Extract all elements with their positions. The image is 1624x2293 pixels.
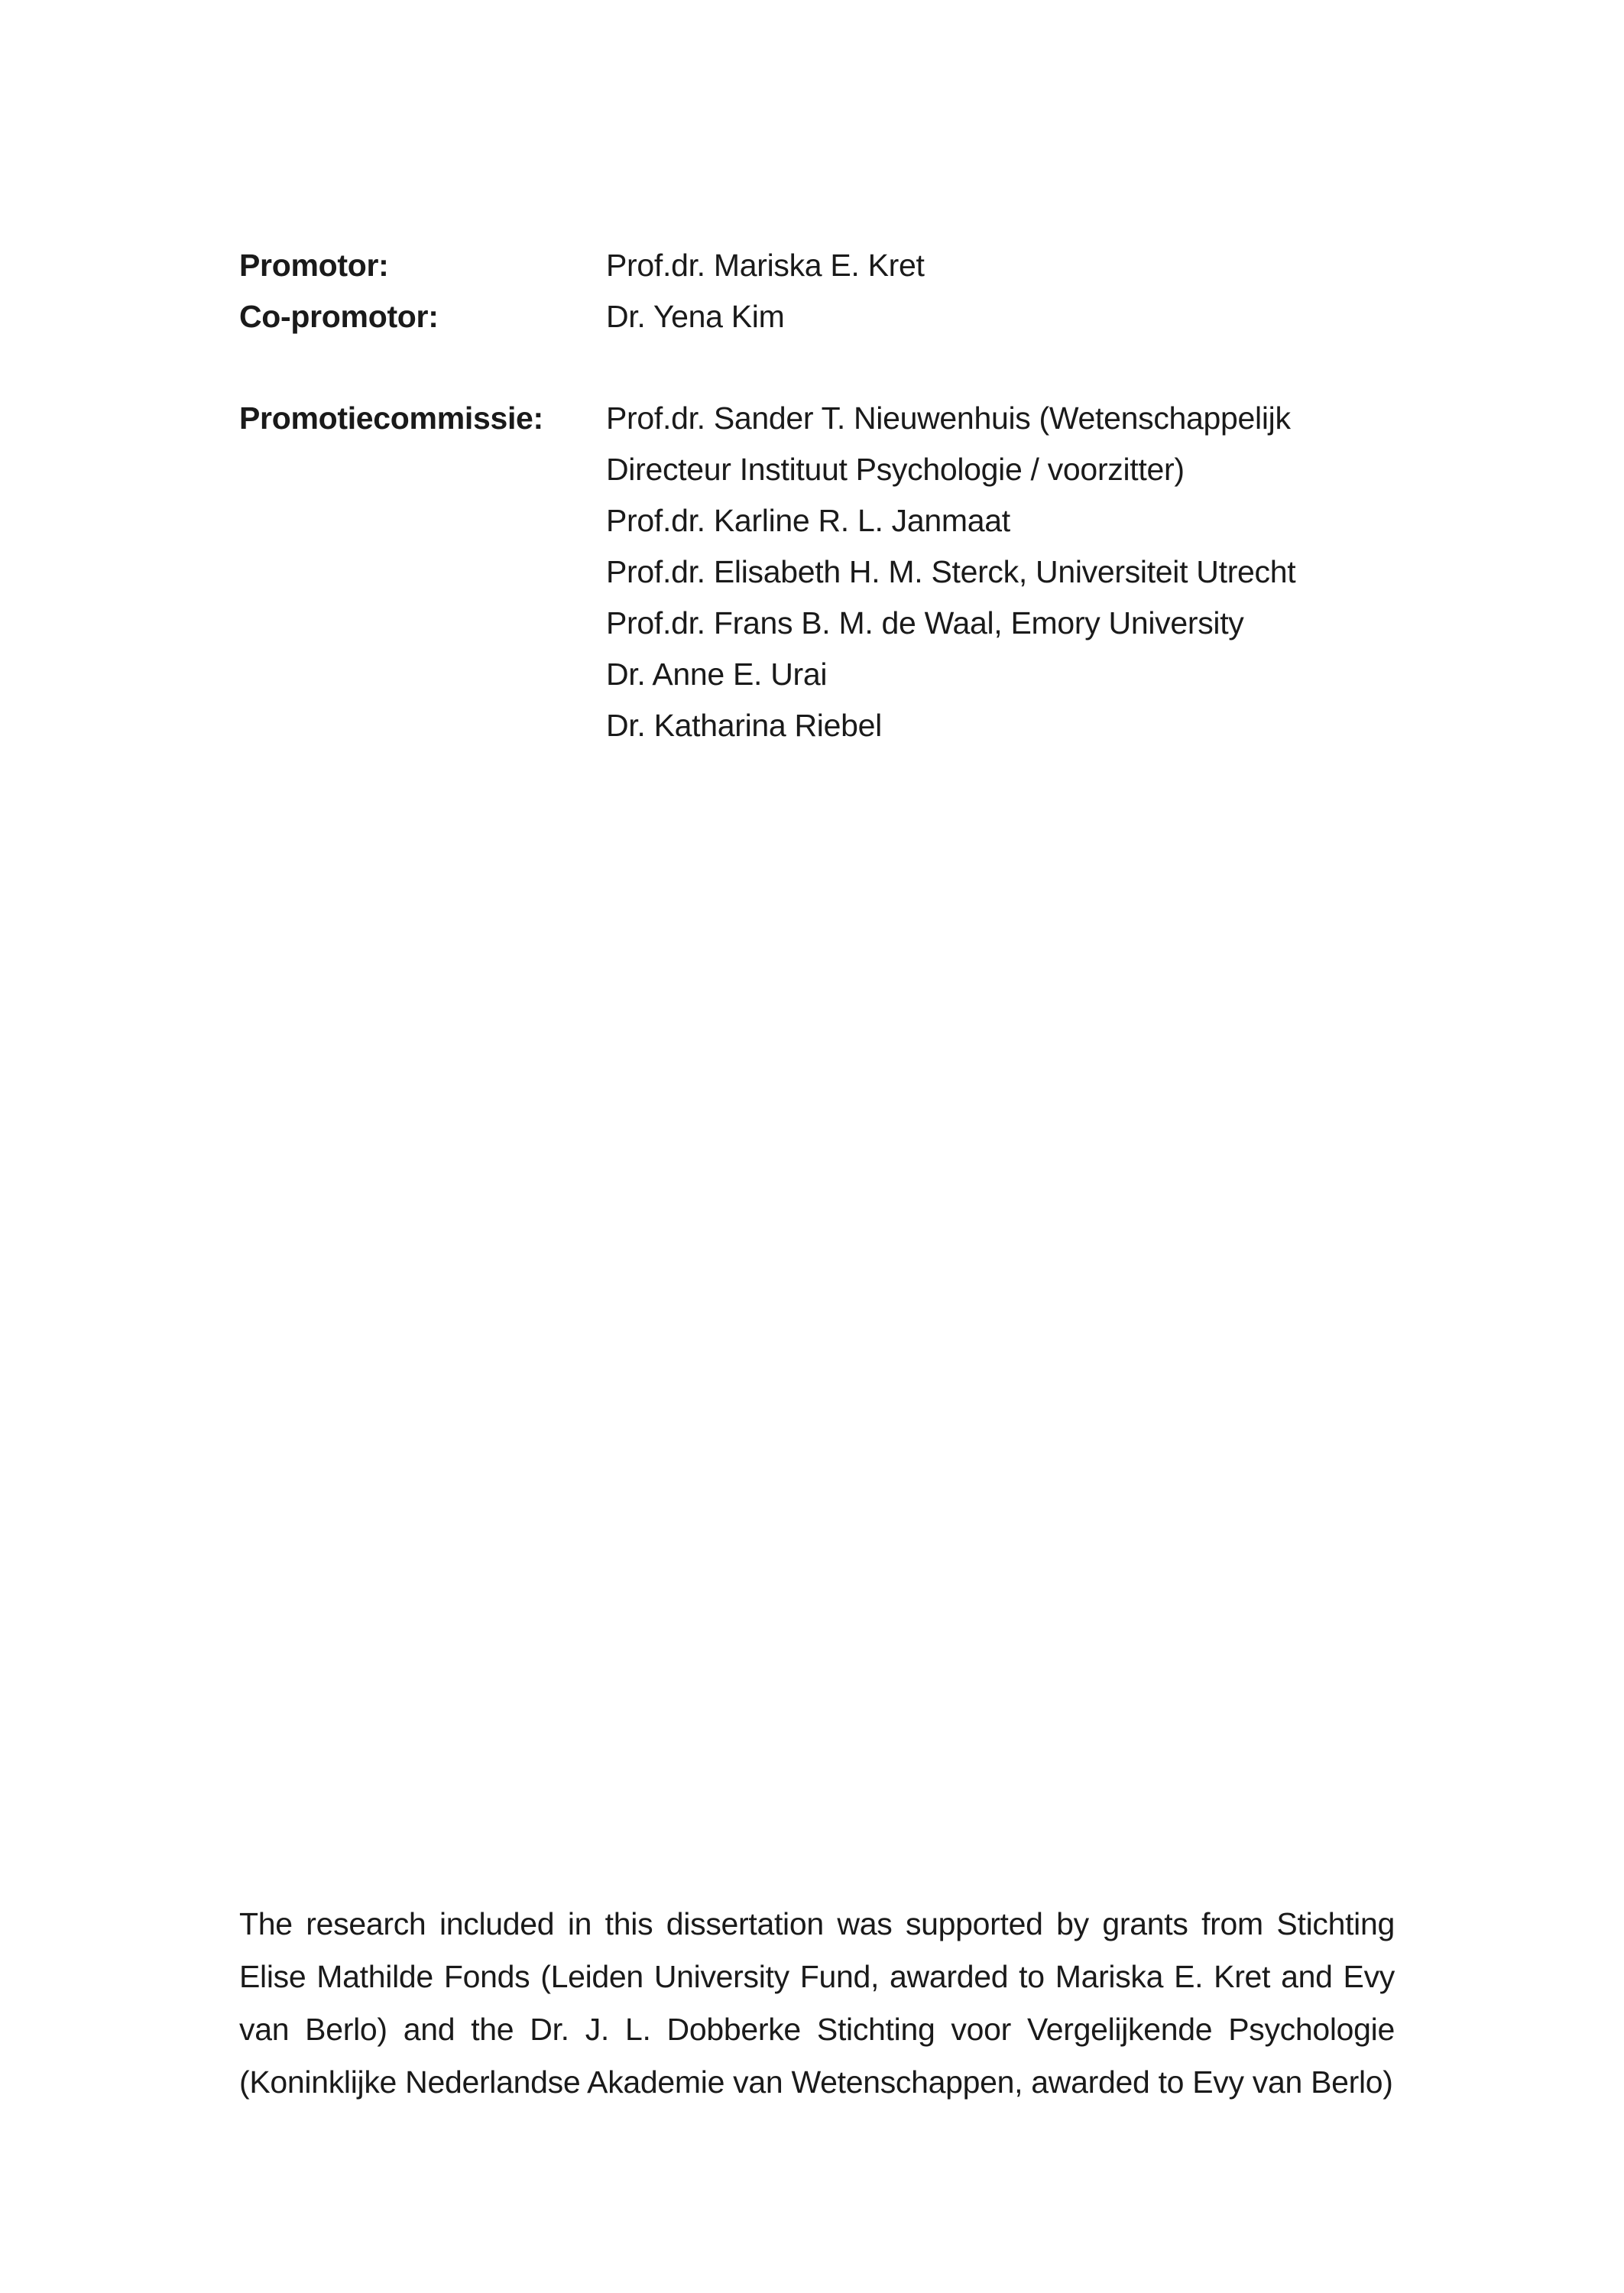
commissie-members-list — [606, 393, 1401, 751]
funding-statement: The research included in this dissertation was supported by grants from Stichting Elise Mathilde Fonds (Leiden University Fund, awarded to Mariska E. Kret and Evy van Berlo) and the Dr. J. L. Dobberke Stichting voor Vergelijkende Psychologie (Koninklijke Nederlandse Akademie van Wetenschappen, awarded to Evy van Berlo) — [239, 1906, 1395, 2100]
commissie-member: Prof.dr. Frans B. M. de Waal, Emory University — [606, 605, 1244, 641]
commissie-member: Dr. Katharina Riebel — [606, 708, 882, 743]
supervision-committee-block — [239, 240, 1401, 751]
promotor-row — [239, 240, 1401, 291]
copromotor-name — [606, 291, 1401, 342]
copromotor-name-text: Dr. Yena Kim — [606, 299, 785, 334]
section-spacer — [239, 342, 1401, 393]
promotor-name-text: Prof.dr. Mariska E. Kret — [606, 248, 925, 283]
copromotor-row — [239, 291, 1401, 342]
promotor-name — [606, 240, 1401, 291]
commissie-member: Prof.dr. Elisabeth H. M. Sterck, Universiteit Utrecht — [606, 554, 1296, 589]
promotor-label: Promotor: — [239, 248, 389, 283]
commissie-member: Dr. Anne E. Urai — [606, 657, 828, 692]
copromotor-label: Co-promotor: — [239, 299, 439, 334]
commissie-row — [239, 393, 1401, 751]
commissie-member: Prof.dr. Karline R. L. Janmaat — [606, 503, 1010, 538]
commissie-label: Promotiecommissie: — [239, 401, 543, 436]
commissie-member: Directeur Instituut Psychologie / voorzitter) — [606, 452, 1185, 487]
commissie-member: Prof.dr. Sander T. Nieuwenhuis (Wetenschappelijk — [606, 401, 1291, 436]
